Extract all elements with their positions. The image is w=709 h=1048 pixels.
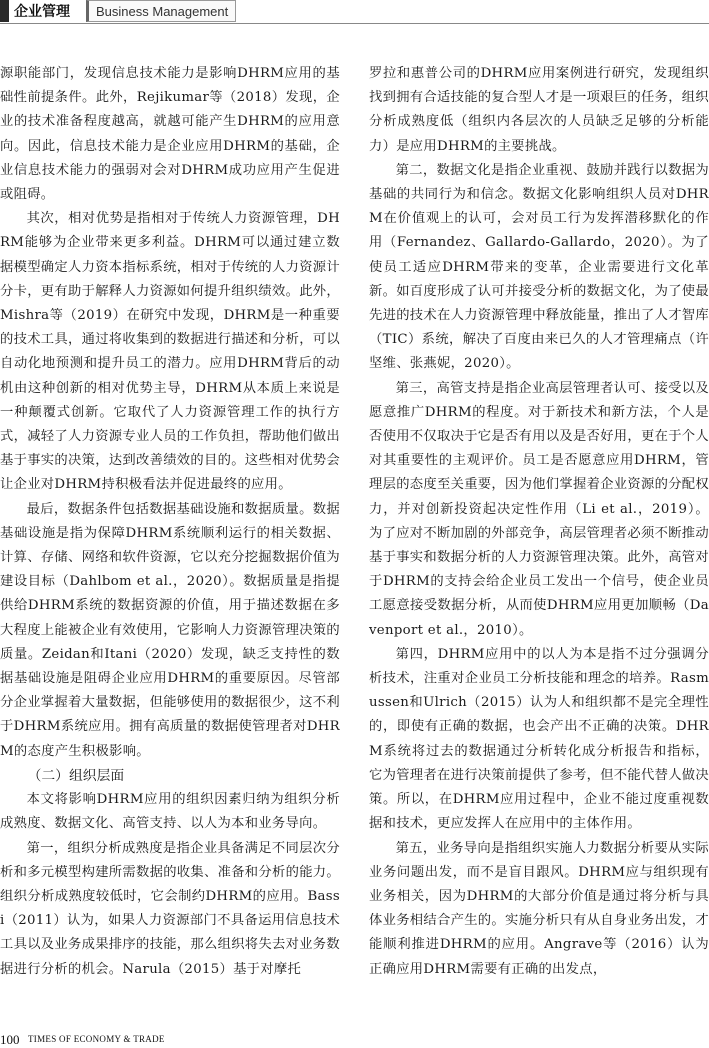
left-column [0,62,340,982]
body-paragraph: 第三，高管支持是指企业高层管理者认可、接受以及愿意推广DHRM的程度。对于新技术和新方法，个人是否使用不仅取决于它是否有用以及是否好用，更在于个人对其重要性的主观评价。员工是否愿意应用DHRM，管理层的态度至关重要，因为他们掌握着企业资源的分配权力，并对创新投资起决定性作用（Li et al.，2019）。为了应对不断加剧的外部竞争，高层管理者必须不断推动基于事实和数据分析的人力资源管理决策。此外，高管对于DHRM的支持会给企业员工发出一个信号，使企业员工愿意接受数据分析，从而使DHRM应用更加顺畅（Davenport et al.，2010）。 [369,380,709,638]
journal-name: TIMES OF ECONOMY & TRADE [28,1034,165,1044]
section-title-zh: 企业管理 [14,4,70,20]
page-header [0,0,709,26]
header-accent-block [0,0,9,22]
body-paragraph: 本文将影响DHRM应用的组织因素归纳为组织分析成熟度、数据文化、高管支持、以人为本和业务导向。 [0,792,340,832]
body-paragraph: 第二，数据文化是指企业重视、鼓励并践行以数据为基础的共同行为和信念。数据文化影响组织人员对DHRM在价值观上的认可，会对员工行为发挥潜移默化的作用（Fernandez、Gallardo-Gallardo，2020）。为了使员工适应DHRM带来的变革，企业需要进行文化革新。如百度形成了认可并接受分析的数据文化，为了使最先进的技术在人力资源管理中释放能量，推出了人才智库（TIC）系统，解决了百度由来已久的人才管理痛点（许坚维、张燕妮，2020）。 [369,162,709,372]
page-footer [0,1034,709,1048]
page-number: 100 [0,1032,20,1047]
body-paragraph: 罗拉和惠普公司的DHRM应用案例进行研究，发现组织找到拥有合适技能的复合型人才是一项艰巨的任务，组织分析成熟度低（组织内各层次的人员缺乏足够的分析能力）是应用DHRM的主要挑战。 [369,66,709,154]
right-column [369,62,709,982]
body-paragraph: 第五，业务导向是指组织实施人力数据分析要从实际业务问题出发，而不是盲目跟风。DHRM应与组织现有业务相关，因为DHRM的大部分价值是通过将分析与具体业务相结合产生的。实施分析只有从自身业务出发，才能顺利推进DHRM的应用。Angrave等（2016）认为正确应用DHRM需要有正确的出发点， [369,840,709,977]
body-paragraph: 第一，组织分析成熟度是指企业具备满足不同层次分析和多元模型构建所需数据的收集、准备和分析的能力。组织分析成熟度较低时，它会制约DHRM的应用。Bassi（2011）认为，如果人力资源部门不具备运用信息技术工具以及业务成果排序的技能，那么组织将失去对业务数据进行分析的机会。Narula（2015）基于对摩托 [0,840,340,977]
body-paragraph: 源职能部门，发现信息技术能力是影响DHRM应用的基础性前提条件。此外，Rejikumar等（2018）发现，企业的技术准备程度越高，就越可能产生DHRM的应用意向。因此，信息技术能力是企业应用DHRM的基础，企业信息技术能力的强弱对会对DHRM成功应用产生促进或阻碍。 [0,66,340,203]
body-paragraph: 第四，DHRM应用中的以人为本是指不过分强调分析技术，注重对企业员工分析技能和理念的培养。Rasmussen和Ulrich（2015）认为人和组织都不是完全理性的，即使有正确的数据，也会产出不正确的决策。DHRM系统将过去的数据通过分析转化成分析报告和指标，它为管理者在进行决策前提供了参考，但不能代替人做决策。所以，在DHRM应用过程中，企业不能过度重视数据和技术，更应发挥人在应用中的主体作用。 [369,646,709,832]
section-title-en: Business Management [86,0,236,22]
body-paragraph: 其次，相对优势是指相对于传统人力资源管理，DHRM能够为企业带来更多利益。DHRM可以通过建立数据模型确定人力资本指标系统，相对于传统的人力资源计分卡，更有助于解释人力资源如何提升组织绩效。此外，Mishra等（2019）在研究中发现，DHRM是一种重要的技术工具，通过将收集到的数据进行描述和分析，可以自动化地预测和提升员工的潜力。应用DHRM背后的动机由这种创新的相对优势主导，DHRM从本质上来说是一种颠覆式创新。它取代了人力资源管理工作的执行方式，减轻了人力资源专业人员的工作负担，帮助他们做出基于事实的决策，达到改善绩效的目的。这些相对优势会让企业对DHRM持积极看法并促进最终的应用。 [0,211,340,493]
body-paragraph: 最后，数据条件包括数据基础设施和数据质量。数据基础设施是指为保障DHRM系统顺利运行的相关数据、计算、存储、网络和软件资源，它以充分挖掘数据价值为建设目标（Dahlbom et al.，2020）。数据质量是指提供给DHRM系统的数据资源的价值，用于描述数据在多大程度上能被企业有效使用，它影响人力资源管理决策的质量。Zeidan和Itani（2020）发现，缺乏支持性的数据基础设施是阻碍企业应用DHRM的重要原因。尽管部分企业掌握着大量数据，但能够使用的数据很少，这不利于DHRM系统应用。拥有高质量的数据使管理者对DHRM的态度产生积极影响。 [0,501,340,759]
section-subheading: （二）组织层面 [27,767,125,784]
header-divider [0,23,709,24]
